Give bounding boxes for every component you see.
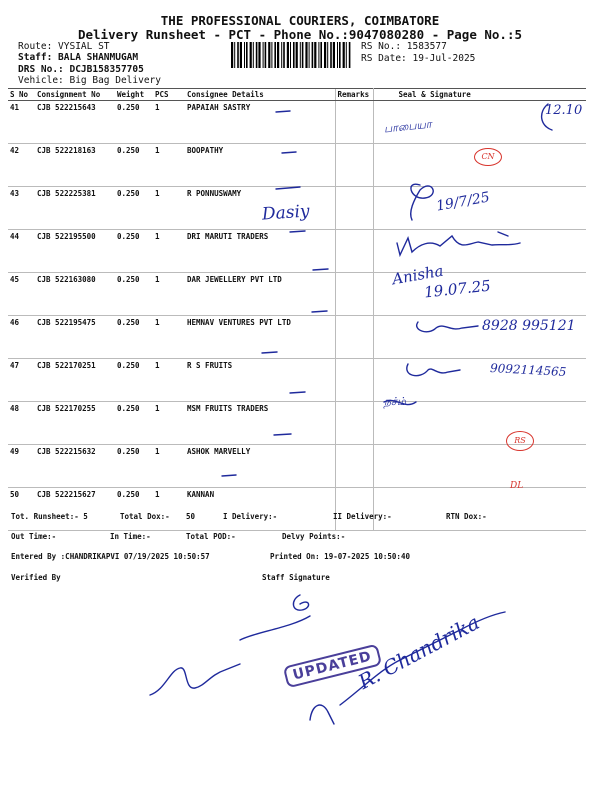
cell-pcs: 1 xyxy=(153,316,185,359)
cell-pcs: 1 xyxy=(153,402,185,445)
cell-weight: 0.250 xyxy=(115,101,153,144)
col-weight: Weight xyxy=(115,89,153,101)
cell-remarks xyxy=(335,359,373,402)
cell-seal-signature xyxy=(373,359,586,402)
date-row-45: 19.07.25 xyxy=(423,276,492,302)
in-time: In Time:- xyxy=(110,532,151,541)
date-row-43: 19/7/25 xyxy=(435,189,491,215)
cell-sno: 43 xyxy=(8,187,35,230)
total-dox-value: 50 xyxy=(186,512,196,521)
cell-weight: 0.250 xyxy=(115,402,153,445)
table-row xyxy=(8,402,586,445)
table-row xyxy=(8,101,586,144)
cell-consignment: CJB 522225381 xyxy=(35,187,115,230)
table-row xyxy=(8,359,586,402)
col-consignment: Consignment No xyxy=(35,89,115,101)
cell-seal-signature xyxy=(373,488,586,531)
col-seal-signature: Seal & Signature xyxy=(373,89,586,101)
col-consignee: Consignee Details xyxy=(185,89,335,101)
cell-remarks xyxy=(335,273,373,316)
rs-number: RS No.: 1583577 xyxy=(361,41,447,52)
cell-pcs: 1 xyxy=(153,101,185,144)
cell-weight: 0.250 xyxy=(115,273,153,316)
cell-consignee: KANNAN xyxy=(185,488,335,531)
note-row-44: Dasiy xyxy=(261,201,311,225)
cell-weight: 0.250 xyxy=(115,488,153,531)
cell-pcs: 1 xyxy=(153,273,185,316)
phone-row-46: 8928 995121 xyxy=(482,318,576,334)
rtn-dox: RTN Dox:- xyxy=(446,512,487,521)
cell-consignee: R PONNUSWAMY xyxy=(185,187,335,230)
cell-seal-signature xyxy=(373,230,586,273)
staff-signature-label: Staff Signature xyxy=(262,573,330,582)
cell-seal-signature xyxy=(373,445,586,488)
drs-number: DRS No.: DCJB158357705 xyxy=(18,64,144,75)
cell-sno: 41 xyxy=(8,101,35,144)
delvy-points: Delvy Points:- xyxy=(282,532,346,541)
out-time: Out Time:- xyxy=(11,532,57,541)
cell-consignee: HEMNAV VENTURES PVT LTD xyxy=(185,316,335,359)
updated-stamp xyxy=(283,644,382,689)
cell-pcs: 1 xyxy=(153,445,185,488)
cell-weight: 0.250 xyxy=(115,316,153,359)
col-pcs: PCS xyxy=(153,89,185,101)
barcode xyxy=(231,42,353,68)
cell-consignee: DAR JEWELLERY PVT LTD xyxy=(185,273,335,316)
route-label: Route: VYSIAL ST xyxy=(18,41,110,52)
cell-remarks xyxy=(335,187,373,230)
cell-pcs: 1 xyxy=(153,144,185,187)
cell-consignee: ASHOK MARVELLY xyxy=(185,445,335,488)
cell-sno: 42 xyxy=(8,144,35,187)
cell-consignment: CJB 522195500 xyxy=(35,230,115,273)
cell-consignment: CJB 522170251 xyxy=(35,359,115,402)
cell-consignment: CJB 522195475 xyxy=(35,316,115,359)
name-row-45: Anisha xyxy=(390,261,445,289)
cell-sno: 49 xyxy=(8,445,35,488)
total-pod: Total POD:- xyxy=(186,532,236,541)
cell-remarks xyxy=(335,230,373,273)
col-sno: S No xyxy=(8,89,35,101)
col-remarks: Remarks xyxy=(335,89,373,101)
mark-row-49: RS xyxy=(506,431,534,451)
cell-weight: 0.250 xyxy=(115,187,153,230)
cell-weight: 0.250 xyxy=(115,359,153,402)
cell-consignment: CJB 522170255 xyxy=(35,402,115,445)
cell-sno: 48 xyxy=(8,402,35,445)
cell-remarks xyxy=(335,101,373,144)
table-header xyxy=(8,89,586,101)
cell-consignee: DRI MARUTI TRADERS xyxy=(185,230,335,273)
i-delivery: I Delivery:- xyxy=(223,512,278,521)
cell-weight: 0.250 xyxy=(115,445,153,488)
total-dox-label: Total Dox:- xyxy=(120,512,170,521)
table-row xyxy=(8,445,586,488)
cell-remarks xyxy=(335,445,373,488)
cell-consignee: MSM FRUITS TRADERS xyxy=(185,402,335,445)
staff-signature-mark: R. Chandrika xyxy=(354,610,484,694)
cell-consignee: R S FRUITS xyxy=(185,359,335,402)
tot-runsheet: Tot. Runsheet:- 5 xyxy=(11,512,88,521)
cell-weight: 0.250 xyxy=(115,144,153,187)
mark-row-42: CN xyxy=(474,148,502,166)
cell-seal-signature xyxy=(373,101,586,144)
cell-seal-signature xyxy=(373,402,586,445)
cell-consignment: CJB 522215643 xyxy=(35,101,115,144)
entered-by: Entered By :CHANDRIKAPVI 07/19/2025 10:50:57 xyxy=(11,552,210,561)
cell-seal-signature xyxy=(373,273,586,316)
verified-by: Verified By xyxy=(11,573,61,582)
runsheet-subtitle: Delivery Runsheet - PCT - Phone No.:9047080280 - Page No.:5 xyxy=(77,27,522,42)
table-row xyxy=(8,316,586,359)
table-row xyxy=(8,488,586,531)
cell-sno: 45 xyxy=(8,273,35,316)
staff-label: Staff: BALA SHANMUGAM xyxy=(18,52,139,63)
cell-sno: 47 xyxy=(8,359,35,402)
cell-pcs: 1 xyxy=(153,230,185,273)
stamp-text: UPDATED xyxy=(283,644,382,689)
cell-sno: 46 xyxy=(8,316,35,359)
vehicle-label: Vehicle: Big Bag Delivery xyxy=(18,75,161,86)
cell-seal-signature xyxy=(373,187,586,230)
signature-row-48: நச்ம் xyxy=(384,395,406,408)
cell-remarks xyxy=(335,316,373,359)
cell-sno: 50 xyxy=(8,488,35,531)
cell-remarks xyxy=(335,144,373,187)
cell-pcs: 1 xyxy=(153,488,185,531)
table-row xyxy=(8,144,586,187)
cell-sno: 44 xyxy=(8,230,35,273)
cell-consignment: CJB 522215632 xyxy=(35,445,115,488)
mark-row-50: DL xyxy=(510,481,524,491)
cell-pcs: 1 xyxy=(153,359,185,402)
cell-remarks xyxy=(335,488,373,531)
table-row xyxy=(8,273,586,316)
ii-delivery: II Delivery:- xyxy=(333,512,392,521)
table-row xyxy=(8,187,586,230)
cell-pcs: 1 xyxy=(153,187,185,230)
cell-weight: 0.250 xyxy=(115,230,153,273)
cell-remarks xyxy=(335,402,373,445)
rs-date: RS Date: 19-Jul-2025 xyxy=(361,53,476,64)
company-title: THE PROFESSIONAL COURIERS, COIMBATORE xyxy=(160,13,440,28)
cell-consignee: PAPAIAH SASTRY xyxy=(185,101,335,144)
runsheet-table xyxy=(8,88,586,531)
cell-seal-signature xyxy=(373,144,586,187)
cell-consignment: CJB 522163080 xyxy=(35,273,115,316)
phone-row-47: 9092114565 xyxy=(489,361,567,379)
table-row xyxy=(8,230,586,273)
cell-seal-signature xyxy=(373,316,586,359)
cell-consignment: CJB 522215627 xyxy=(35,488,115,531)
cell-consignee: BOOPATHY xyxy=(185,144,335,187)
cell-consignment: CJB 522218163 xyxy=(35,144,115,187)
printed-on: Printed On: 19-07-2025 10:50:40 xyxy=(270,552,410,561)
signature-row-41: பாபையா xyxy=(383,117,433,136)
note-row-41: 12.10 xyxy=(545,103,583,118)
